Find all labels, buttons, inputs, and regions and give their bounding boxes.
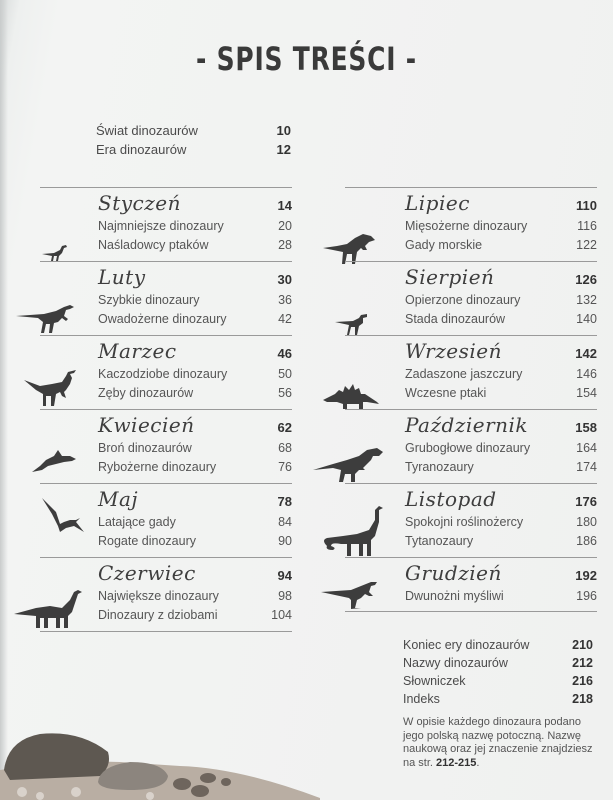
toc-entry-label: Indeks	[403, 692, 440, 706]
toc-entry-page: 196	[576, 589, 597, 603]
toc-entry-label: Wczesne ptaki	[405, 385, 487, 400]
toc-entry-label: Tytanozaury	[405, 533, 474, 548]
footnote-pages: 212-215	[436, 756, 477, 769]
toc-entry-label: Kaczodziobe dinozaury	[98, 367, 228, 381]
toc-entry-label: Rogate dinozaury	[98, 533, 196, 548]
month-section-grudzien[interactable]	[345, 557, 597, 631]
month-section-styczen[interactable]	[40, 187, 292, 261]
toc-entry[interactable]	[98, 532, 292, 551]
toc-entry-label: Zęby dinozaurów	[98, 385, 194, 400]
toc-entry-page: 146	[576, 367, 597, 381]
toc-entry[interactable]	[98, 236, 292, 255]
month-section-sierpien[interactable]	[345, 261, 597, 335]
toc-entry[interactable]	[405, 291, 597, 310]
toc-entry-label: Era dinozaurów	[96, 142, 187, 157]
toc-entry[interactable]	[98, 513, 292, 532]
toc-entry-page: 68	[278, 441, 292, 455]
month-section-listopad[interactable]	[345, 483, 597, 557]
toc-entry[interactable]	[405, 513, 597, 532]
month-name: Luty	[98, 265, 146, 289]
tyrannosaurus-icon	[313, 448, 385, 484]
month-name: Sierpień	[405, 265, 495, 289]
toc-entry-page: 98	[278, 589, 292, 603]
month-page: 62	[277, 420, 292, 435]
toc-entry[interactable]	[98, 365, 292, 384]
toc-entry-page: 50	[278, 367, 292, 381]
toc-entry[interactable]	[403, 672, 593, 690]
toc-entry-label: Stada dinozaurów	[405, 311, 506, 326]
toc-entry-page: 20	[278, 219, 292, 233]
toc-entry-label: Opierzone dinozaury	[405, 293, 521, 307]
toc-entry-page: 116	[577, 219, 597, 233]
toc-entry-page: 42	[278, 311, 292, 326]
toc-entry-page: 180	[576, 515, 597, 529]
toc-entry-label: Dwunożni myśliwi	[405, 589, 504, 603]
month-page: 94	[277, 568, 292, 583]
toc-entry[interactable]	[98, 606, 292, 625]
toc-entry-label: Gady morskie	[405, 237, 483, 252]
spinosaurus-swimming-icon	[32, 448, 78, 474]
toc-entry-page: 76	[278, 459, 292, 474]
toc-entry-page: 140	[576, 311, 597, 326]
month-section-wrzesien[interactable]	[345, 335, 597, 409]
intro-list	[96, 121, 291, 159]
toc-entry-page: 132	[576, 293, 597, 307]
toc-entry-page: 164	[576, 441, 597, 455]
month-section-luty[interactable]	[40, 261, 292, 335]
toc-entry[interactable]	[96, 121, 291, 140]
toc-entry-page: 174	[576, 459, 597, 474]
toc-entry-page: 36	[278, 293, 292, 307]
page-title: - SPIS TREŚCI -	[196, 40, 417, 78]
toc-entry-label: Nazwy dinozaurów	[403, 656, 508, 670]
toc-entry-page: 28	[278, 237, 292, 252]
bipedal-hunter-icon	[321, 580, 381, 610]
toc-entry-page: 210	[572, 638, 593, 652]
toc-entry-page: 10	[276, 123, 291, 138]
toc-entry-label: Broń dinozaurów	[98, 441, 192, 455]
toc-entry-label: Zadaszone jaszczury	[405, 367, 523, 381]
sauropod-icon	[14, 588, 86, 630]
toc-entry-label: Tyranozaury	[405, 459, 474, 474]
toc-entry[interactable]	[98, 439, 292, 458]
month-section-czerwiec[interactable]	[40, 557, 292, 631]
month-section-pazdziernik[interactable]	[345, 409, 597, 483]
toc-entry-label: Szybkie dinozaury	[98, 293, 200, 307]
month-page: 158	[575, 420, 597, 435]
toc-entry-label: Mięsożerne dinozaury	[405, 219, 528, 233]
month-name: Styczeń	[98, 191, 181, 215]
toc-entry-page: 122	[576, 237, 597, 252]
toc-entry-label: Grubogłowe dinozaury	[405, 441, 531, 455]
toc-entry[interactable]	[405, 310, 597, 329]
toc-entry-label: Latające gady	[98, 515, 176, 529]
toc-entry-label: Koniec ery dinozaurów	[403, 638, 530, 652]
month-name: Październik	[405, 413, 529, 437]
toc-entry-page: 56	[278, 385, 292, 400]
footnote-end: .	[476, 756, 480, 769]
book-spine-shadow	[0, 0, 8, 800]
month-name: Marzec	[98, 339, 177, 363]
toc-entry[interactable]	[98, 310, 292, 329]
toc-entry[interactable]	[405, 458, 597, 477]
toc-entry-page: 186	[576, 533, 597, 548]
toc-entry[interactable]	[98, 384, 292, 403]
month-page: 192	[575, 568, 597, 583]
long-neck-sauropod-icon	[321, 506, 383, 558]
month-page: 46	[277, 346, 292, 361]
month-page: 30	[277, 272, 292, 287]
toc-entry[interactable]	[405, 236, 597, 255]
month-name: Maj	[98, 487, 139, 511]
month-section-lipiec[interactable]	[345, 187, 597, 261]
month-page: 176	[575, 494, 597, 509]
toc-entry[interactable]	[405, 217, 597, 236]
toc-entry[interactable]	[98, 291, 292, 310]
toc-entry[interactable]	[403, 690, 593, 708]
small-raptor-icon	[335, 314, 371, 336]
month-section-marzec[interactable]	[40, 335, 292, 409]
toc-entry-label: Spokojni roślinożercy	[405, 515, 524, 529]
toc-entry-page: 218	[572, 692, 593, 706]
month-name: Listopad	[405, 487, 497, 511]
toc-entry[interactable]	[98, 217, 292, 236]
toc-entry[interactable]	[405, 439, 597, 458]
toc-column-right	[345, 187, 597, 612]
toc-entry-label: Największe dinozaury	[98, 589, 219, 603]
toc-entry-page: 154	[576, 385, 597, 400]
toc-entry-label: Świat dinozaurów	[96, 123, 198, 138]
rocks-illustration	[0, 710, 320, 800]
divider	[40, 631, 292, 632]
toc-entry[interactable]	[405, 532, 597, 551]
toc-entry-page: 216	[572, 674, 593, 688]
toc-entry-label: Rybożerne dinozaury	[98, 459, 217, 474]
toc-entry[interactable]	[96, 140, 291, 159]
toc-entry-page: 12	[276, 142, 291, 157]
month-name: Wrzesień	[405, 339, 502, 363]
toc-entry-label: Naśladowcy ptaków	[98, 237, 209, 252]
small-raptor-icon	[42, 244, 68, 262]
month-name: Kwiecień	[98, 413, 195, 437]
month-name: Lipiec	[405, 191, 470, 215]
toc-entry-label: Najmniejsze dinozaury	[98, 219, 224, 233]
toc-entry[interactable]	[98, 587, 292, 606]
toc-entry-page: 212	[572, 656, 593, 670]
toc-entry-page: 90	[278, 533, 292, 548]
month-page: 14	[277, 198, 292, 213]
toc-entry-label: Dinozaury z dziobami	[98, 607, 218, 622]
month-section-kwiecien[interactable]	[40, 409, 292, 483]
stegosaurus-icon	[323, 384, 379, 410]
raptor-icon	[16, 304, 78, 334]
toc-entry-page: 84	[278, 515, 292, 529]
month-page: 142	[575, 346, 597, 361]
toc-entry-page: 104	[271, 607, 292, 622]
month-name: Czerwiec	[98, 561, 196, 585]
parasaurolophus-icon	[24, 370, 80, 408]
toc-column-left	[40, 187, 292, 632]
pterosaur-icon	[42, 498, 84, 534]
toc-entry[interactable]	[98, 458, 292, 477]
footnote	[403, 716, 603, 770]
toc-entry[interactable]	[403, 636, 593, 654]
month-page: 78	[277, 494, 292, 509]
month-name: Grudzień	[405, 561, 502, 585]
footnote-text: W opisie każdego dinozaura podano jego polską nazwę potoczną. Nazwę naukową oraz jej znaczenie znajdziesz na str.	[403, 716, 593, 769]
toc-entry-label: Słowniczek	[403, 674, 466, 688]
toc-entry[interactable]	[403, 654, 593, 672]
toc-entry[interactable]	[405, 587, 597, 606]
toc-entry[interactable]	[405, 384, 597, 403]
month-page: 110	[576, 198, 597, 213]
month-section-maj[interactable]	[40, 483, 292, 557]
month-page: 126	[575, 272, 597, 287]
toc-entry[interactable]	[405, 365, 597, 384]
appendix-list	[403, 636, 593, 708]
toc-entry-label: Owadożerne dinozaury	[98, 311, 227, 326]
